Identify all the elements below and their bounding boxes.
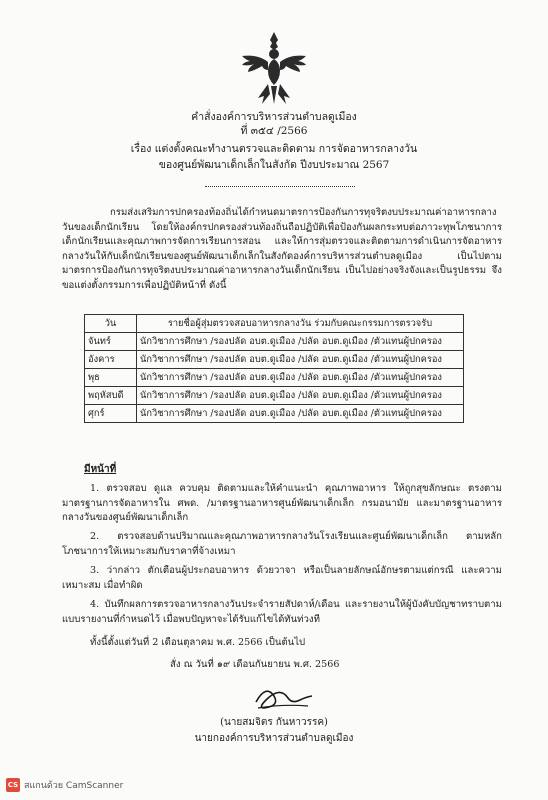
- table-row: [85, 369, 464, 387]
- camscanner-text: สแกนด้วย CamScanner: [24, 781, 124, 791]
- table-row: [85, 351, 464, 369]
- signatory-position: นายกองค์การบริหารส่วนตำบลดูเมือง: [194, 733, 354, 744]
- intro-paragraph: กรมส่งเสริมการปกครองท้องถิ่นได้กำหนดมาตรการป้องกันการทุจริตงบประมาณค่าอาหารกลางวันของเด็กนักเรียน โดยให้องค์กรปกครองส่วนท้องถิ่นถือปฏิบัติเพื่อป้องกันผลกระทบต่อภาวะทุพโภชนาการเด็กนักเรียนและคุณภาพการจัดการเรียนการสอน และให้การสุ่มตรวจและติดตามการดำเนินการจัดอาหารกลางวันให้กับเด็กนักเรียนของศูนย์พัฒนาเด็กเล็กในสังกัดองค์การบริหารส่วนตำบลดูเมือง เป็นไปตามมาตรการป้องกันการทุจริตงบประมาณค่าอาหารกลางวันเด็กนักเรียน เป็นไปอย่างจริงจังและเป็นรูปธรรม จึงขอแต่งตั้งกรรมการเพื่อปฏิบัติหน้าที่ ดังนี้: [62, 207, 502, 291]
- camscanner-logo-icon: CS: [6, 778, 20, 792]
- duty-item-3: 3. ว่ากล่าว ตักเตือนผู้ประกอบอาหาร ด้วยวาจา หรือเป็นลายลักษณ์อักษรตามแต่กรณี และความเหมาะสม เมื่อทำผิด: [62, 565, 502, 591]
- names-cell: นักวิชาการศึกษา /รองปลัด อบต.ดูเมือง /ปลัด อบต.ดูเมือง /ตัวแทนผู้ปกครอง: [137, 351, 464, 369]
- column-header-inspectors: รายชื่อผู้สุ่มตรวจสอบอาหารกลางวัน ร่วมกับคณะกรรมการตรวจรับ: [137, 315, 464, 333]
- order-date: สั่ง ณ วันที่ ๑๙ เดือนกันยายน พ.ศ. 2566: [170, 659, 340, 670]
- inspection-roster-table: [84, 314, 464, 423]
- subject-line-1: เรื่อง แต่งตั้งคณะทำงานตรวจและติดตาม การจัดอาหารกลางวัน: [130, 143, 418, 155]
- day-cell: พุธ: [85, 369, 137, 387]
- duties-heading: มีหน้าที่: [84, 464, 117, 475]
- table-row: [85, 387, 464, 405]
- signature-image: [248, 680, 318, 714]
- day-cell: ศุกร์: [85, 405, 137, 423]
- names-cell: นักวิชาการศึกษา /รองปลัด อบต.ดูเมือง /ปลัด อบต.ดูเมือง /ตัวแทนผู้ปกครอง: [137, 387, 464, 405]
- column-header-day: วัน: [85, 315, 137, 333]
- names-cell: นักวิชาการศึกษา /รองปลัด อบต.ดูเมือง /ปลัด อบต.ดูเมือง /ตัวแทนผู้ปกครอง: [137, 369, 464, 387]
- duty-item-4: 4. บันทึกผลการตรวจอาหารกลางวันประจำรายสัปดาห์/เดือน และรายงานให้ผู้บังคับบัญชาทราบตามแบบรายงานที่กำหนดไว้ เมื่อพบปัญหาจะได้รับแก้ไขได้ทันท่วงที: [62, 599, 502, 625]
- order-number: ที่ ๓๕๔ /2566: [240, 125, 308, 137]
- order-title: คำสั่งองค์การบริหารส่วนตำบลดูเมือง: [191, 111, 357, 123]
- names-cell: นักวิชาการศึกษา /รองปลัด อบต.ดูเมือง /ปลัด อบต.ดูเมือง /ตัวแทนผู้ปกครอง: [137, 333, 464, 351]
- day-cell: จันทร์: [85, 333, 137, 351]
- day-cell: อังคาร: [85, 351, 137, 369]
- duty-item-1: 1. ตรวจสอบ ดูแล ควบคุม ติดตามและให้คำแนะนำ คุณภาพอาหาร ให้ถูกสุขลักษณะ ตรงตามมาตรฐานการจัดอาหารใน ศพด. /มาตรฐานอาหารศูนย์พัฒนาเด็กเล็ก กรมอนามัย และมาตรฐานอาหารกลางวันของศูนย์พัฒนาเด็กเล็ก: [62, 483, 502, 524]
- table-header-row: [85, 315, 464, 333]
- effective-date: ทั้งนี้ตั้งแต่วันที่ 2 เดือนตุลาคม พ.ศ. 2566 เป็นต้นไป: [90, 637, 306, 648]
- table-row: [85, 333, 464, 351]
- names-cell: นักวิชาการศึกษา /รองปลัด อบต.ดูเมือง /ปลัด อบต.ดูเมือง /ตัวแทนผู้ปกครอง: [137, 405, 464, 423]
- table-row: [85, 405, 464, 423]
- divider: [205, 186, 355, 187]
- duty-item-2: 2. ตรวจสอบด้านปริมาณและคุณภาพอาหารกลางวันโรงเรียนและศูนย์พัฒนาเด็กเล็ก ตามหลักโภชนาการให้เหมาะสมกับราคาที่จ้างเหมา: [62, 531, 502, 557]
- signatory-name: (นายสมจิตร กันหาวรรค): [220, 717, 328, 728]
- day-cell: พฤหัสบดี: [85, 387, 137, 405]
- camscanner-watermark: [6, 778, 123, 792]
- garuda-emblem-icon: [238, 30, 310, 108]
- subject-line-2: ของศูนย์พัฒนาเด็กเล็กในสังกัด ปีงบประมาณ 2567: [158, 159, 390, 171]
